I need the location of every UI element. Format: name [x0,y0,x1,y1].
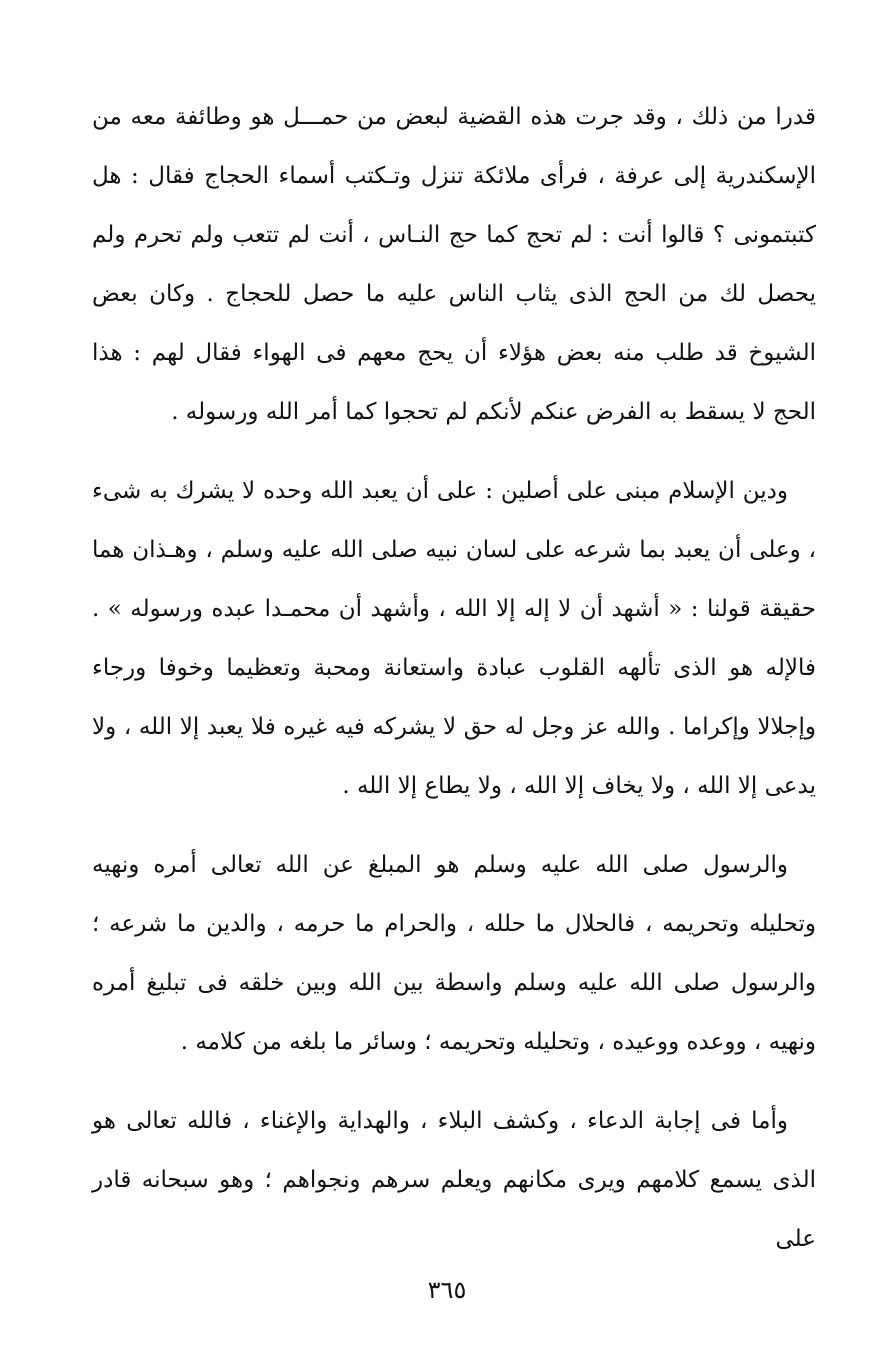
page-number: ٣٦٥ [427,1276,467,1304]
paragraph-2: ودين الإسلام مبنى على أصلين : على أن يعبد الله وحده لا يشرك به شىء ، وعلى أن يعبد بما شرعه على لسان نبيه صلى الله عليه وسلم ، وهـذان هما حقيقة قولنا : « أشهد أن لا إله إلا الله ، وأشهد أن محمـدا عبده ورسوله » . فالإله هو الذى تألهه القلوب عبادة واستعانة ومحبة وتعظيما وخوفا ورجاء وإجلالا وإكراما . والله عز وجل له حق لا يشركه فيه غيره فلا يعبد إلا الله ، ولا يدعى إلا الله ، ولا يخاف إلا الله ، ولا يطاع إلا الله . [92,478,816,799]
page-body [92,88,816,1269]
paragraph-3: والرسول صلى الله عليه وسلم هو المبلغ عن الله تعالى أمره ونهيه وتحليله وتحريمه ، فالحلال ما حلله ، والحرام ما حرمه ، والدين ما شرعه ؛ والرسول صلى الله عليه وسلم واسطة بين الله وبين خلقه فى تبليغ أمره ونهيه ، ووعده ووعيده ، وتحليله وتحريمه ؛ وسائر ما بلغه من كلامه . [92,852,816,1055]
paragraph-4: وأما فى إجابة الدعاء ، وكشف البلاء ، والهداية والإغناء ، فالله تعالى هو الذى يسمع كلامهم ويرى مكانهم ويعلم سرهم ونجواهم ؛ وهو سبحانه قادر على [92,1108,816,1252]
paragraph-1: قدرا من ذلك ، وقد جرت هذه القضية لبعض من حمـــل هو وطائفة معه من الإسكندرية إلى عرفة ، فرأى ملائكة تنزل وتـكتب أسماء الحجاج فقال : هل كتبتمونى ؟ قالوا أنت : لم تحج كما حج النـاس ، أنت لم تتعب ولم تحرم ولم يحصل لك من الحج الذى يثاب الناس عليه ما حصل للحجاج . وكان بعض الشيوخ قد طلب منه بعض هؤلاء أن يحج معهم فى الهواء فقال لهم : هذا الحج لا يسقط به الفرض عنكم لأنكم لم تحجوا كما أمر الله ورسوله . [92,104,816,425]
